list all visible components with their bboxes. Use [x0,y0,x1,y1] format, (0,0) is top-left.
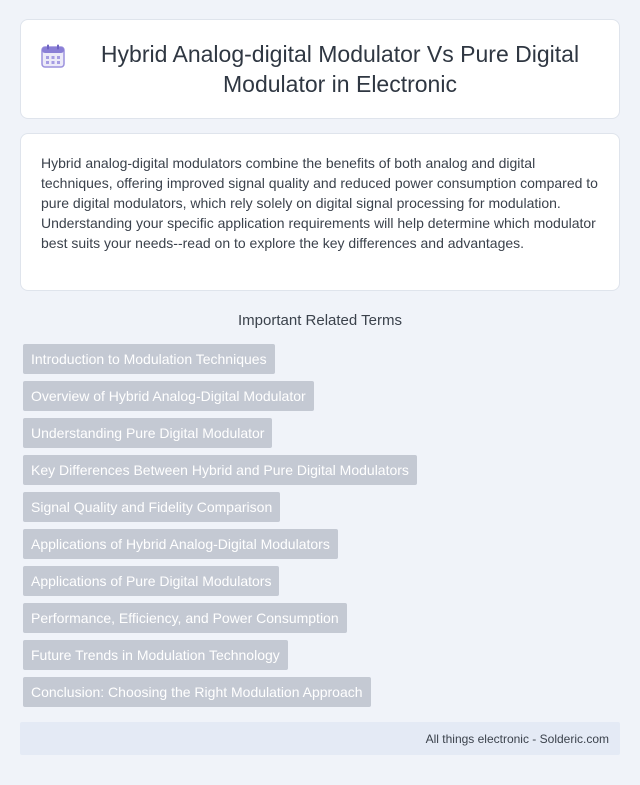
footer-credit: All things electronic - Solderic.com [425,731,609,746]
intro-card [20,133,620,291]
term-tag[interactable]: Future Trends in Modulation Technology [23,640,288,670]
term-tag[interactable]: Overview of Hybrid Analog-Digital Modulator [23,381,314,411]
intro-paragraph: Hybrid analog-digital modulators combine the benefits of both analog and digital techniques, offering improved signal quality and reduced power consumption compared to pure digital modulators, which rely solely on digital signal processing for modulation. Understanding your specific application requirements will help determine which modulator best suits your needs--read on to explore the key differences and advantages. [41,155,598,251]
term-tag[interactable]: Understanding Pure Digital Modulator [23,418,272,448]
footer-bar [20,722,620,755]
term-tag[interactable]: Applications of Pure Digital Modulators [23,566,279,596]
term-tag[interactable]: Applications of Hybrid Analog-Digital Modulators [23,529,338,559]
term-tag[interactable]: Performance, Efficiency, and Power Consumption [23,603,347,633]
page-title: Hybrid Analog-digital Modulator Vs Pure Digital Modulator in Electronic [100,41,580,97]
related-terms-list [23,344,417,714]
title-card [20,19,620,119]
term-tag[interactable]: Conclusion: Choosing the Right Modulation Approach [23,677,371,707]
related-terms-heading: Important Related Terms [238,312,402,329]
term-tag[interactable]: Introduction to Modulation Techniques [23,344,275,374]
term-tag[interactable]: Signal Quality and Fidelity Comparison [23,492,280,522]
term-tag[interactable]: Key Differences Between Hybrid and Pure Digital Modulators [23,455,417,485]
calendar-icon [40,43,66,69]
title-row [40,39,600,99]
